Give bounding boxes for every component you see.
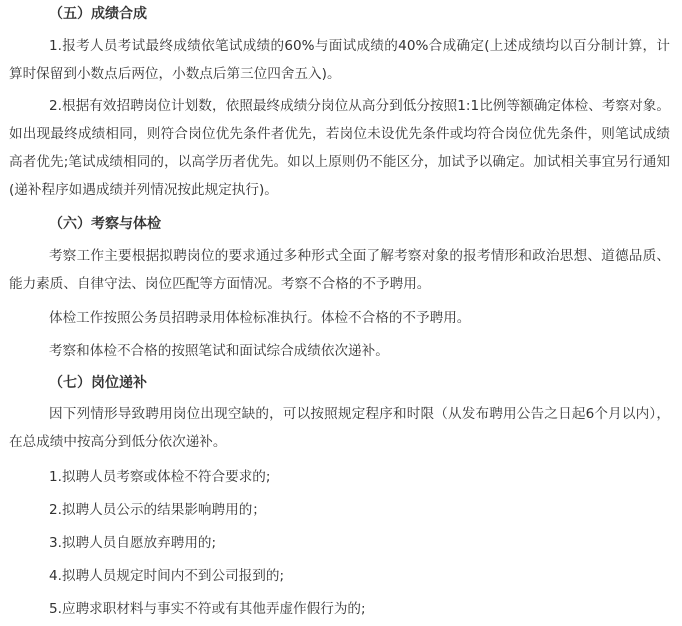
paragraph-score-composition: 1.报考人员考试最终成绩依笔试成绩的60%与面试成绩的40%合成确定(上述成绩均以百分制计算，计算时保留到小数点后两位，小数点后第三位四舍五入)。: [9, 38, 670, 82]
paragraph-ranking-rules: 2.根据有效招聘岗位计划数，依照最终成绩分岗位从高分到低分按照1:1比例等额确定体检、考察对象。如出现最终成绩相同，则符合岗位优先条件者优先，若岗位未设优先条件或均符合岗位优先条件，则笔试成绩高者优先;笔试成绩相同的，以高学历者优先。如以上原则仍不能区分，加试予以确定。加试相关事宜另行通知(递补程序如遇成绩并列情况按此规定执行)。: [9, 98, 670, 198]
list-item: 1.拟聘人员考察或体检不符合要求的;: [49, 469, 271, 485]
section-heading-6: （六）考察与体检: [49, 216, 161, 232]
list-item: 4.拟聘人员规定时间内不到公司报到的;: [49, 568, 285, 584]
paragraph-medical-exam: 体检工作按照公务员招聘录用体检标准执行。体检不合格的不予聘用。: [49, 310, 471, 326]
list-item: 2.拟聘人员公示的结果影响聘用的；: [49, 502, 266, 518]
paragraph-substitution: 考察和体检不合格的按照笔试和面试综合成绩依次递补。: [49, 343, 389, 359]
section-heading-7: （七）岗位递补: [49, 375, 147, 391]
list-item: 3.拟聘人员自愿放弃聘用的;: [49, 535, 217, 551]
list-item: 5.应聘求职材料与事实不符或有其他弄虚作假行为的;: [49, 601, 366, 617]
section-heading-5: （五）成绩合成: [49, 6, 147, 22]
paragraph-vacancy-filling: 因下列情形导致聘用岗位出现空缺的，可以按照规定程序和时限（从发布聘用公告之日起6个月以内），在总成绩中按高分到低分依次递补。: [9, 406, 670, 450]
paragraph-inspection: 考察工作主要根据拟聘岗位的要求通过多种形式全面了解考察对象的报考情形和政治思想、道德品质、能力素质、自律守法、岗位匹配等方面情况。考察不合格的不予聘用。: [9, 248, 670, 292]
